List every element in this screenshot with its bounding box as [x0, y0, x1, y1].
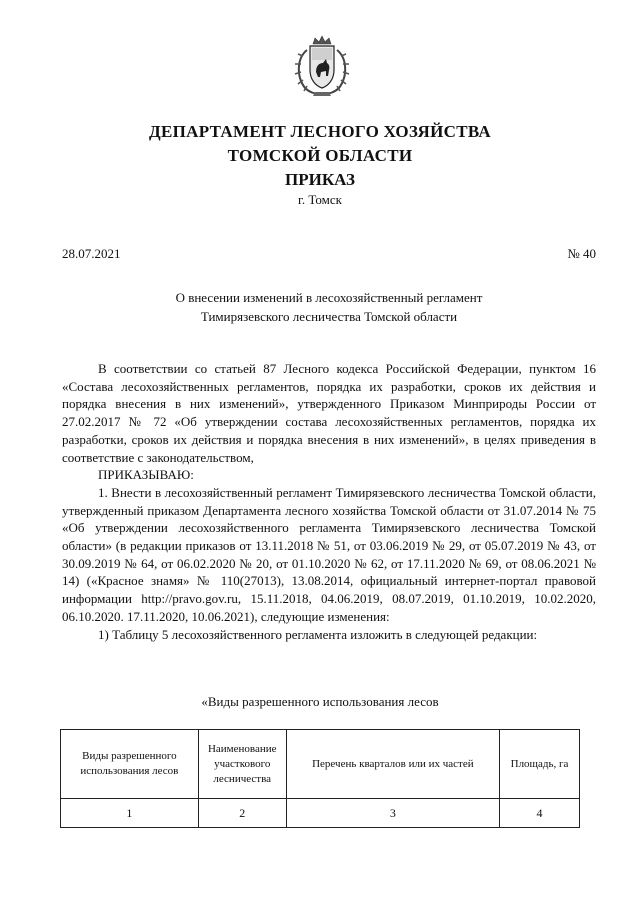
coat-of-arms-emblem — [293, 34, 351, 98]
department-name-line1: ДЕПАРТАМЕНТ ЛЕСНОГО ХОЗЯЙСТВА — [148, 122, 491, 141]
department-name-line2: ТОМСКОЙ ОБЛАСТИ — [227, 146, 413, 165]
table-header-cell: Площадь, га — [500, 730, 580, 799]
table-number-cell: 2 — [198, 799, 286, 828]
document-body — [62, 360, 596, 643]
table-number-cell: 3 — [286, 799, 499, 828]
table-caption: «Виды разрешенного использования лесов — [201, 694, 439, 709]
subject-line1: О внесении изменений в лесохозяйственный регламент — [175, 290, 483, 305]
document-number: № 40 — [567, 246, 596, 261]
document-subject — [62, 288, 596, 326]
order-word: ПРИКАЗЫВАЮ: — [98, 467, 194, 483]
table-header-row — [61, 730, 580, 799]
table-header-cell: Виды разрешенного использования лесов — [61, 730, 199, 799]
table-number-cell: 1 — [61, 799, 199, 828]
table-number-row — [61, 799, 580, 828]
subject-line2: Тимирязевского лесничества Томской области — [200, 309, 458, 324]
clause-1-paragraph: 1. Внести в лесохозяйственный регламент Тимирязевского лесничества Томской области, утвержденный приказом Департамента лесного хозяйства Томской области от 31.07.2014 № 75 «Об утверждении лесохозяйственного регламента Тимирязевского лесничества Томской области» (в редакции приказов от 13.11.2018 № 51, от 03.06.2019 № 29, от 05.07.2019 № 43, от 30.09.2019 № 64, от 06.02.2020 № 20, от 01.10.2020 № 62, от 17.11.2020 № 69, от 08.06.2021 № 14) («Красное знамя» № 110(27013), 13.08.2014, официальный интернет-портал правовой информации http://pravo.gov.ru, 15.11.2018, 04.06.2019, 08.07.2019, 01.10.2019, 10.02.2020, 06.10.2020. 17.11.2020, 10.06.2021), следующие изменения: — [62, 484, 596, 624]
forest-use-table — [60, 729, 580, 828]
table-header-cell: Перечень кварталов или их частей — [286, 730, 499, 799]
table-header-cell: Наименование участкового лесничества — [198, 730, 286, 799]
document-type: ПРИКАЗ — [285, 170, 355, 189]
city: г. Томск — [298, 192, 342, 207]
clause-1-1-paragraph: 1) Таблицу 5 лесохозяйственного регламента изложить в следующей редакции: — [98, 626, 538, 642]
preamble-paragraph: В соответствии со статьей 87 Лесного кодекса Российской Федерации, пунктом 16 «Состава лесохозяйственных регламентов, порядка их разработки, сроков их действия и порядка внесения в них изменений», утвержденного Приказом Минприроды России от 27.02.2017 № 72 «Об утверждении состава лесохозяйственных регламентов, порядка их разработки, сроков их действия и порядка внесения в них изменений», в целях приведения в соответствие с законодательством, — [62, 361, 596, 465]
table-number-cell: 4 — [500, 799, 580, 828]
document-date: 28.07.2021 — [62, 246, 121, 261]
